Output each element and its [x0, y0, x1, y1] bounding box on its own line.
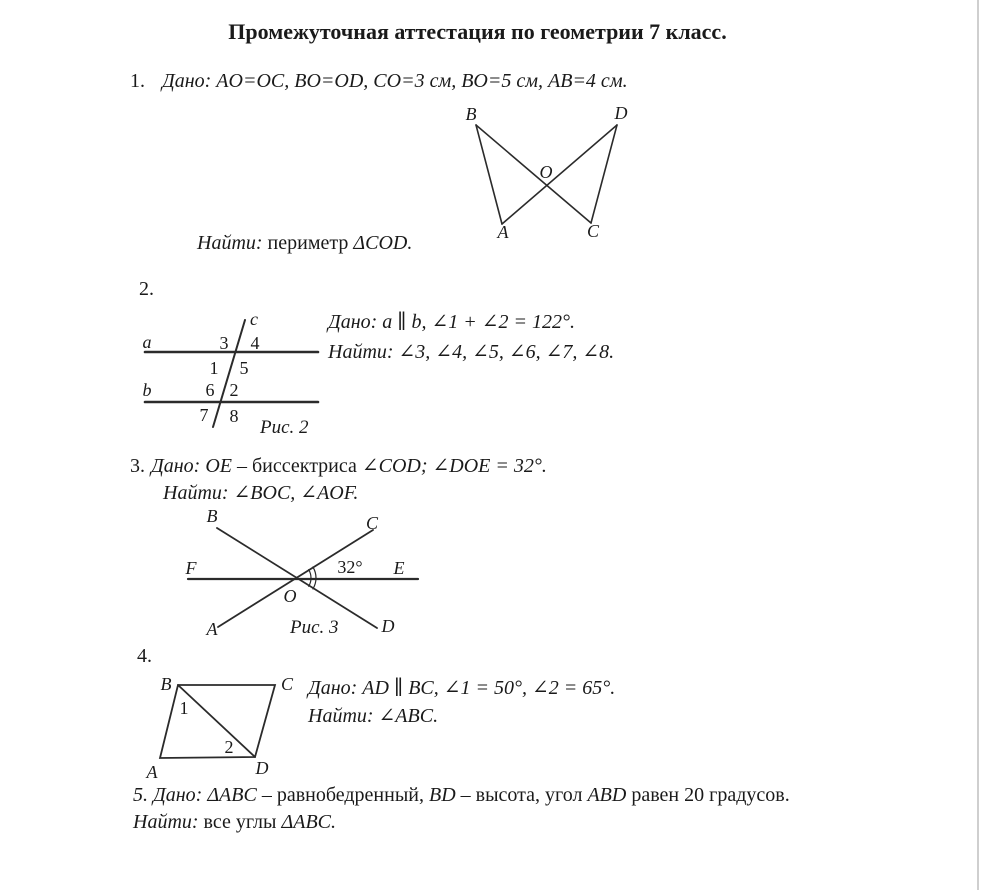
figure-1-label-C: C: [586, 221, 600, 241]
figure-4-label-A: A: [146, 762, 158, 782]
problem-4-number-text: 4.: [137, 645, 152, 667]
figure-2-caption: Рис. 2: [260, 417, 309, 438]
problem-5-text-1: – равнобедренный,: [256, 784, 429, 806]
problem-5-statement: [133, 782, 790, 809]
problem-1-find: [197, 229, 412, 257]
figure-4: [145, 675, 310, 787]
problem-3-find-text: ∠BOC, ∠AOF.: [233, 482, 359, 504]
page-right-border: [977, 0, 979, 890]
figure-2-angle-6: 6: [205, 380, 215, 400]
figure-2-angle-7: 7: [199, 405, 209, 425]
problem-3-given-word: биссектриса: [251, 455, 362, 477]
problem-3-given-label: Дано:: [151, 455, 206, 477]
figure-2-label-b: b: [142, 380, 152, 400]
figure-4-angle-2: 2: [224, 737, 234, 757]
problem-1-given: Дано: AO=OC, BO=OD, CO=3 см, BO=5 см, AB=4 см.: [162, 70, 628, 92]
figure-2-angle-4: 4: [250, 333, 260, 353]
figure-1-label-D: D: [614, 103, 628, 123]
problem-3-number: 3.: [130, 455, 145, 477]
problem-5-find-text: все углы: [203, 811, 282, 833]
figure-1-segment-DC: [591, 125, 617, 223]
problem-4-find: Найти: ∠ABC.: [308, 705, 439, 727]
figure-2-angle-1: 1: [209, 358, 219, 378]
problem-1-number: 1.: [130, 70, 145, 92]
problem-5-find-label: Найти:: [133, 811, 204, 833]
figure-2-label-a: a: [142, 332, 152, 352]
figure-3-arc-COE-outer: [313, 567, 316, 578]
figure-2-angle-5: 5: [239, 358, 249, 378]
figure-3-label-B: B: [206, 506, 218, 526]
figure-1-label-A: A: [497, 222, 509, 242]
problem-5-bd: BD: [428, 784, 456, 806]
figure-1-segment-BC: [476, 125, 591, 223]
problem-4-given: Дано: AD ∥ BC, ∠1 = 50°, ∠2 = 65°.: [308, 677, 616, 699]
figure-4-label-C: C: [280, 674, 294, 694]
figure-1-segment-BA: [476, 125, 502, 224]
problem-2-text: [328, 307, 614, 367]
problem-1-find-word: периметр: [262, 232, 354, 254]
figure-4-diagonal-BD: [178, 685, 255, 757]
figure-3: [160, 505, 435, 645]
figure-3-caption: Рис. 3: [290, 617, 339, 638]
figure-3-label-C: C: [365, 513, 379, 533]
problem-3-find-label: Найти:: [163, 482, 234, 504]
figure-3-arc-COE-inner: [309, 570, 311, 578]
problem-5-find: [133, 809, 790, 836]
figure-3-label-E: E: [393, 558, 405, 578]
problem-2-find: Найти: ∠3, ∠4, ∠5, ∠6, ∠7, ∠8.: [328, 341, 615, 363]
figure-3-angle-value: 32°: [337, 557, 363, 577]
figure-4-label-B: B: [160, 674, 172, 694]
page-title: Промежуточная аттестация по геометрии 7 класс.: [228, 19, 727, 44]
problem-3-find: [163, 479, 358, 507]
figure-3-label-F: F: [185, 558, 197, 578]
figure-2-label-c: c: [250, 309, 258, 329]
problem-5-triangle: ΔABC: [207, 784, 257, 806]
problem-1-find-object: ΔCOD.: [353, 232, 413, 254]
figure-2-angle-8: 8: [229, 406, 239, 426]
figure-4-label-D: D: [255, 758, 269, 778]
problem-2-number: [139, 275, 154, 303]
problem-5-text-2: – высота, угол: [455, 784, 588, 806]
problem-1-find-label: Найти:: [197, 232, 263, 254]
figure-3-label-D: D: [381, 616, 395, 636]
problem-2-given: Дано: a ∥ b, ∠1 + ∠2 = 122°.: [328, 311, 576, 333]
problem-3-given-math1: OE –: [205, 455, 252, 477]
problem-3-statement: [130, 452, 547, 480]
problem-5-given-prefix: 5. Дано:: [133, 784, 208, 806]
problem-1-statement: [130, 67, 628, 95]
figure-3-label-A: A: [206, 619, 218, 639]
figure-1-label-B: B: [465, 104, 477, 124]
problem-4-number: [137, 642, 152, 670]
figure-2-angle-3: 3: [219, 333, 229, 353]
problem-2-number-text: 2.: [139, 278, 154, 300]
problem-4-text: [308, 674, 615, 730]
figure-4-angle-1: 1: [179, 698, 189, 718]
figure-1-label-O: O: [539, 162, 553, 182]
figure-1-segment-DA: [502, 125, 617, 224]
problem-5-text-3: равен 20 градусов.: [626, 784, 790, 806]
problem-5-find-triangle: ΔABC.: [281, 811, 336, 833]
figure-2-angle-2: 2: [229, 380, 239, 400]
figure-2: [140, 308, 330, 443]
problem-5-abd: ABD: [587, 784, 627, 806]
figure-1: [440, 103, 650, 248]
problem-5-text: [133, 782, 790, 836]
problem-3-given-math2: ∠COD; ∠DOE = 32°.: [361, 455, 547, 477]
figure-3-label-O: O: [283, 586, 297, 606]
